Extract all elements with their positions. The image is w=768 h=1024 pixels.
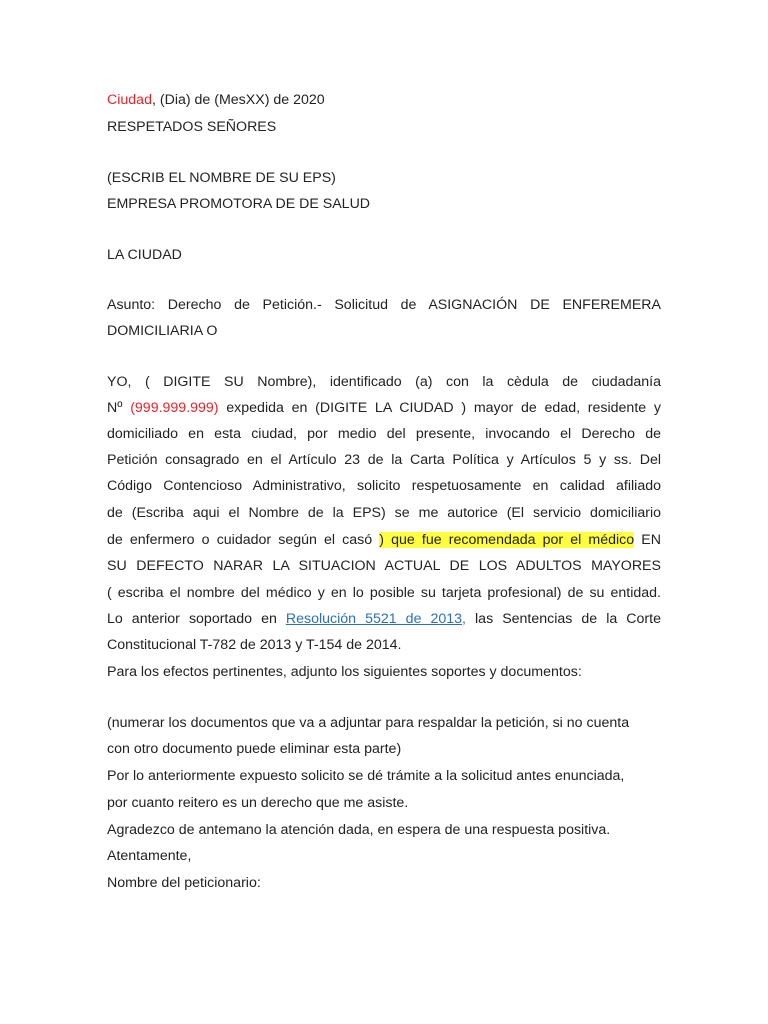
closing-line-2: por cuanto reitero es un derecho que me asiste. — [107, 795, 409, 811]
city-placeholder: Ciudad — [107, 92, 152, 108]
recipient-city: LA CIUDAD — [107, 247, 182, 263]
body-line-11: Constitucional T-782 de 2013 y T-154 de 2014. — [107, 637, 402, 653]
highlighted-text: ) que fue recomendada por el médico — [379, 532, 635, 548]
body-line-12: Para los efectos pertinentes, adjunto los siguientes soportes y documentos: — [107, 664, 582, 680]
body-line-10 — [107, 609, 661, 629]
body-line-8: SU DEFECTO NARAR LA SITUACION ACTUAL DE LOS ADULTOS MAYORES — [107, 558, 661, 574]
body-line-2-rest: expedida en (DIGITE LA CIUDAD ) mayor de edad, residente y — [218, 400, 662, 416]
body-line-9: ( escriba el nombre del médico y en lo posible su tarjeta profesional) de su entidad. — [107, 585, 661, 601]
recipient-company: EMPRESA PROMOTORA DE DE SALUD — [107, 196, 371, 212]
subject-line-2: DOMICILIARIA O — [107, 323, 218, 339]
body-line-5: Código Contencioso Administrativo, solicito respetuosamente en calidad afiliado — [107, 478, 661, 494]
closing-line-3: Agradezco de antemano la atención dada, en espera de una respuesta positiva. — [107, 822, 611, 838]
body-line-10-start: Lo anterior soportado en — [107, 611, 286, 627]
body-line-2 — [107, 398, 661, 418]
body-line-4: Petición consagrado en el Artículo 23 de la Carta Política y Artículos 5 y ss. Del — [107, 452, 661, 468]
sign-off: Atentamente, — [107, 848, 192, 864]
body-line-7-end: EN — [634, 532, 662, 548]
petitioner-name-label: Nombre del peticionario: — [107, 875, 261, 891]
date-line — [107, 90, 325, 110]
documents-note-line-2: con otro documento puede eliminar esta parte) — [107, 741, 402, 757]
salutation: RESPETADOS SEÑORES — [107, 119, 277, 135]
body-line-10-end: las Sentencias de la Corte — [466, 611, 661, 627]
body-line-1: YO, ( DIGITE SU Nombre), identificado (a) con la cèdula de ciudadanía — [107, 374, 661, 390]
date-text: , (Dia) de (MesXX) de 2020 — [151, 92, 325, 108]
closing-line-1: Por lo anteriormente expuesto solicito se dé trámite a la solicitud antes enunciada, — [107, 768, 625, 784]
id-number-placeholder: (999.999.999) — [130, 400, 219, 416]
resolution-link[interactable]: Resolución 5521 de 2013, — [285, 611, 466, 627]
documents-note-line-1: (numerar los documentos que va a adjuntar para respaldar la petición, si no cuenta — [107, 715, 630, 731]
recipient-eps-name: (ESCRIB EL NOMBRE DE SU EPS) — [107, 170, 336, 186]
body-line-7 — [107, 530, 661, 550]
number-sign: Nº — [107, 400, 131, 416]
body-line-3: domiciliado en esta ciudad, por medio del presente, invocando el Derecho de — [107, 426, 661, 442]
subject-line-1: Asunto: Derecho de Petición.- Solicitud de ASIGNACIÓN DE ENFEREMERA — [107, 297, 661, 313]
body-line-6: de (Escriba aqui el Nombre de la EPS) se me autorice (El servicio domiciliario — [107, 505, 661, 521]
body-line-7-start: de enfermero o cuidador según el casó — [107, 532, 380, 548]
